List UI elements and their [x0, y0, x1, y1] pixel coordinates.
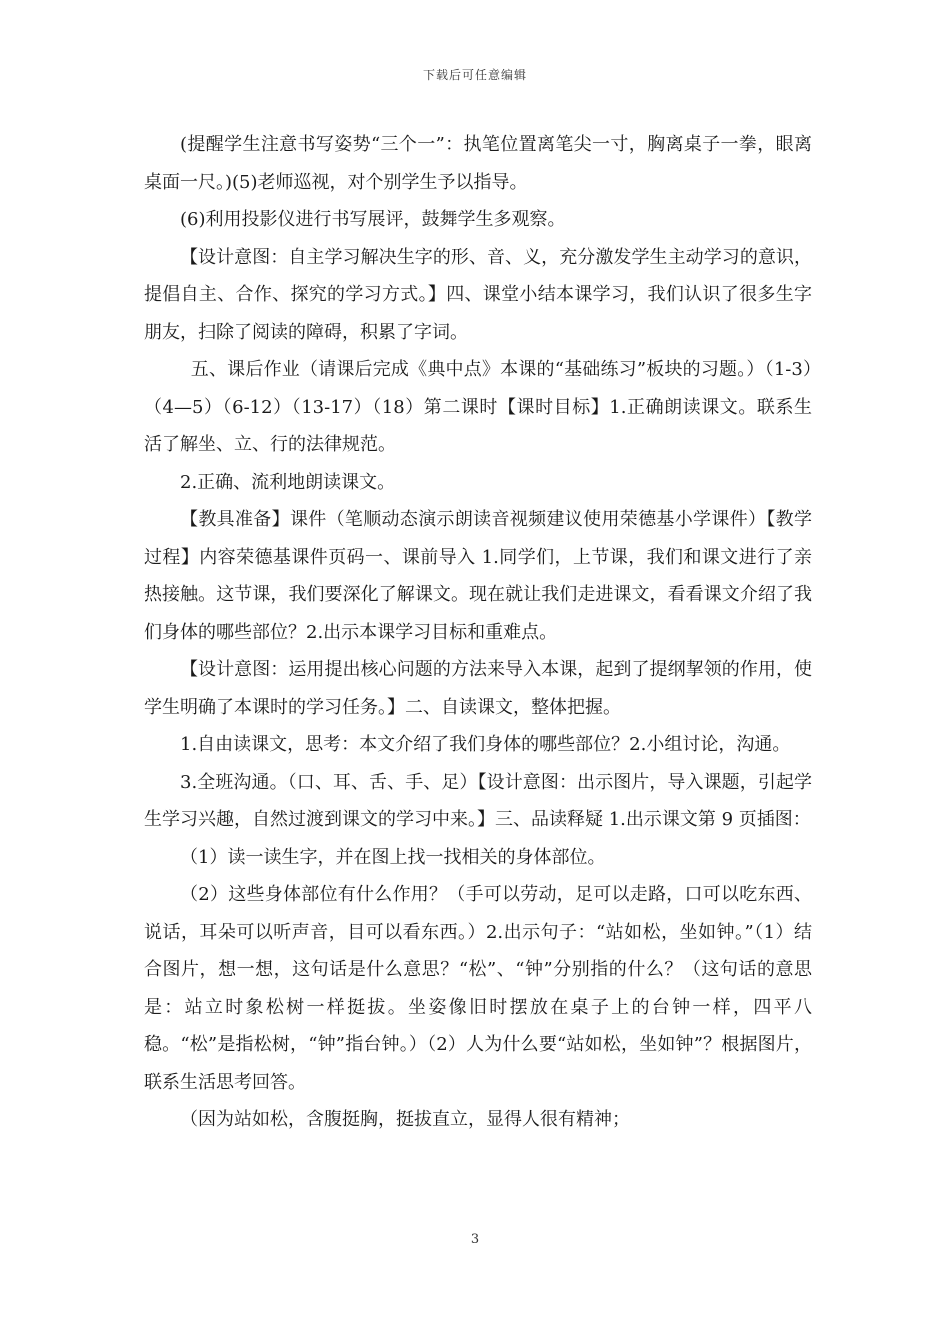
- paragraph: 2.正确、流利地朗读课文。: [180, 471, 396, 493]
- paragraph: 1.自由读课文，思考：本文介绍了我们身体的哪些部位？2.小组讨论，沟通。: [180, 734, 791, 755]
- paragraph: 【设计意图：自主学习解决生字的形、音、义，充分激发学生主动学习的意识，提倡自主、合作、探究的学习方式。】四、课堂小结本课学习，我们认识了很多生字朋友，扫除了阅读的障碍，积累了字词。: [144, 246, 812, 343]
- paragraph: （2）这些身体部位有什么作用？（手可以劳动，足可以走路，口可以吃东西、说话，耳朵可以听声音，目可以看东西。）2.出示句子：“站如松，坐如钟。”（1）结合图片，想一想，这句话是什么意思？“松”、“钟”分别指的什么？（这句话的意思是：站立时象松树一样挺拔。坐姿像旧时摆放在桌子上的台钟一样，四平八稳。“松”是指松树，“钟”指台钟。）（2）人为什么要“站如松，坐如钟”？根据图片，联系生活思考回答。: [144, 884, 812, 1093]
- paragraph: 五、课后作业（请课后完成《典中点》本课的“基础练习”板块的习题。）（1-3）（4—5）（6-12）（13-17）（18）第二课时【课时目标】1.正确朗读课文。联系生活了解坐、立、行的法律规范。: [144, 359, 812, 455]
- paragraph: (提醒学生注意书写姿势“三个一”：执笔位置离笔尖一寸，胸离桌子一拳，眼离桌面一尺。)(5)老师巡视，对个别学生予以指导。: [144, 134, 812, 193]
- paragraph: (6)利用投影仪进行书写展评，鼓舞学生多观察。: [180, 209, 566, 230]
- paragraph: 【设计意图：运用提出核心问题的方法来导入本课，起到了提纲挈领的作用，使学生明确了本课时的学习任务。】二、自读课文，整体把握。: [144, 659, 812, 718]
- paragraph: 3.全班沟通。（口、耳、舌、手、足）【设计意图：出示图片，导入课题，引起学生学习兴趣，自然过渡到课文的学习中来。】三、品读释疑 1.出示课文第 9 页插图：: [144, 771, 812, 830]
- page-number: 3: [470, 1232, 480, 1247]
- paragraph: （1）读一读生字，并在图上找一找相关的身体部位。: [180, 846, 606, 868]
- paragraph: 【教具准备】课件（笔顺动态演示朗读音视频建议使用荣德基小学课件）【教学过程】内容荣德基课件页码一、课前导入 1.同学们，上节课，我们和课文进行了亲热接触。这节课，我们要深化了解课文。现在就让我们走进课文，看看课文介绍了我们身体的哪些部位？2.出示本课学习目标和重难点。: [144, 509, 812, 643]
- page-header: 下载后可任意编辑: [422, 68, 527, 82]
- document-body: [144, 126, 812, 1139]
- paragraph: （因为站如松，含腹挺胸，挺拔直立，显得人很有精神；: [180, 1109, 630, 1130]
